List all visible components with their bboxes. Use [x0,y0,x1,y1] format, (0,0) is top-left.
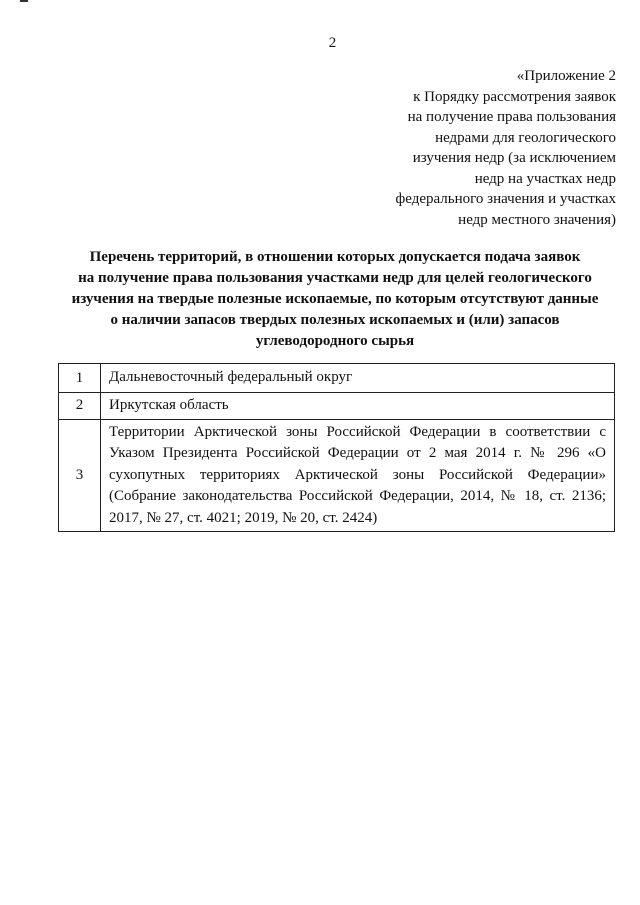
page-number: 2 [328,35,337,51]
title-line: на получение права пользования участками недр для целей геологического [78,270,592,286]
title-line: углеводородного сырья [255,333,415,349]
annex-line: на получение права пользования [407,109,616,125]
annex-line: «Приложение 2 [516,68,616,84]
table-row [59,419,615,532]
territory-name: Территории Арктической зоны Российской Федерации в соответствии с Указом Президента Российской Федерации от 2 мая 2014 г. № 296 «О сухопутных территориях Арктической зоны Российской Федерации» (Собрание законодательства Российской Федерации, 2014, № 18, ст. 2136; 2017, № 27, ст. 4021; 2019, № 20, ст. 2424) [101,419,615,532]
row-number: 3 [59,419,101,532]
territory-name: Дальневосточный федеральный округ [101,364,615,393]
annex-reference [316,66,616,230]
document-title [40,247,630,352]
annex-line: изучения недр (за исключением [412,150,616,166]
annex-line: к Порядку рассмотрения заявок [413,88,616,105]
title-line: Перечень территорий, в отношении которых допускается подача заявок [89,249,581,265]
title-line: изучения на твердые полезные ископаемые, по которым отсутствуют данные [71,291,599,307]
table-row [59,364,615,393]
annex-line: недр на участках недр [474,170,616,187]
annex-line: недр местного значения) [458,211,616,228]
title-line: о наличии запасов твердых полезных ископаемых и (или) запасов [110,312,560,328]
row-number: 2 [59,393,101,420]
row-number: 1 [59,364,101,393]
table-row [59,393,615,420]
territory-name: Иркутская область [101,393,615,420]
territory-table [58,363,615,532]
scan-edge-mark [20,0,28,2]
annex-line: недрами для геологического [435,129,616,146]
annex-line: федерального значения и участках [395,191,616,207]
